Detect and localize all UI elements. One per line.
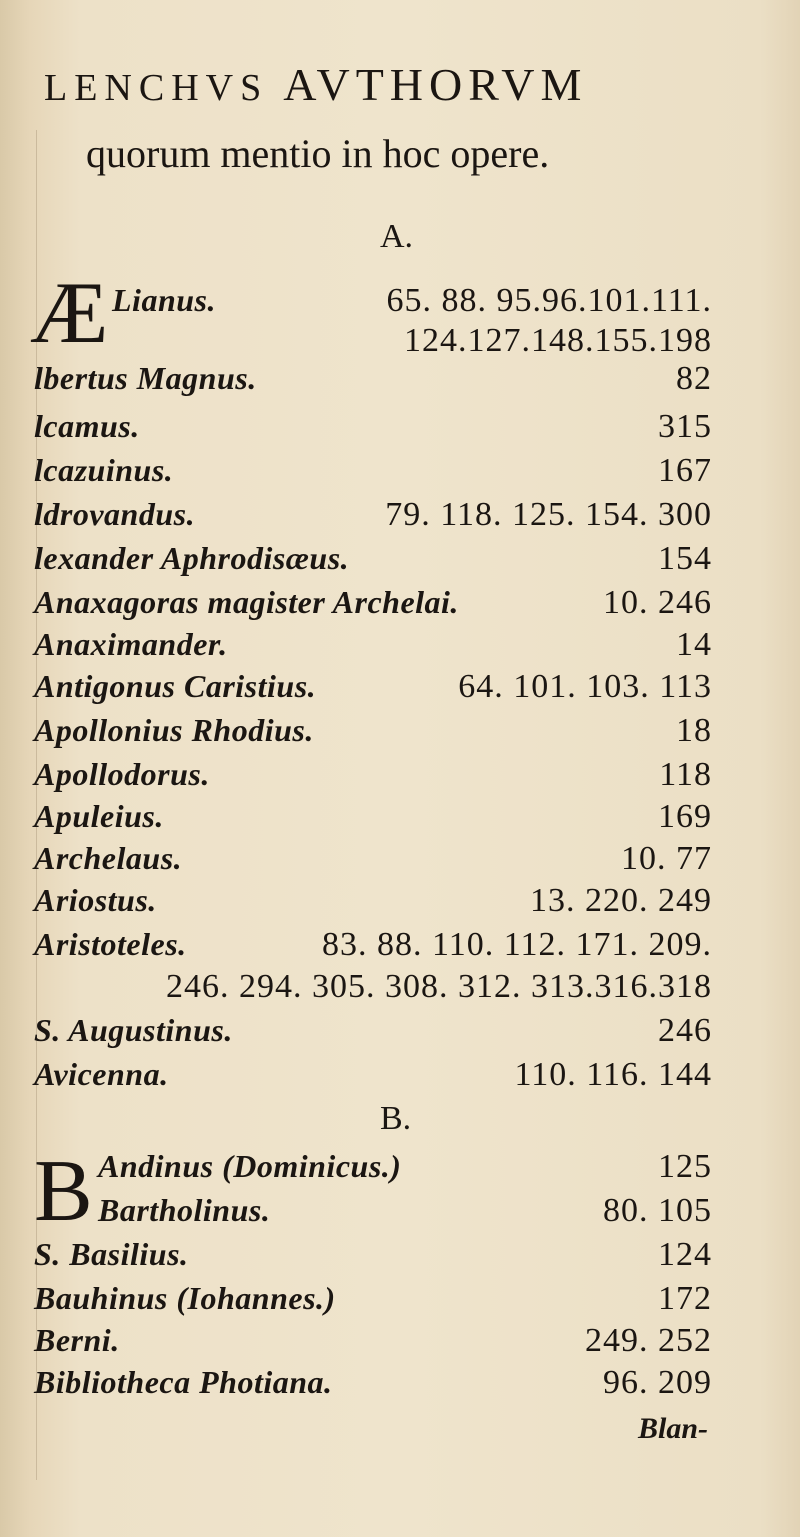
index-entry	[0, 1056, 800, 1096]
entry-name: ldrovandus.	[34, 496, 196, 532]
entry-refs-continued: 124.127.148.155.198	[404, 322, 712, 359]
section-heading-a: A.	[380, 218, 414, 255]
dropcap-a: Æ	[30, 265, 109, 362]
index-entry	[0, 452, 800, 492]
entry-refs: 249. 252	[585, 1322, 712, 1359]
entry-name: Anaximander.	[34, 626, 228, 662]
entry-name: Ariostus.	[34, 882, 157, 918]
entry-refs: 246	[658, 1012, 712, 1049]
entry-name: Apollodorus.	[34, 756, 210, 792]
index-entry	[0, 668, 800, 708]
entry-refs: 13. 220. 249	[530, 882, 712, 919]
index-entry	[0, 1148, 800, 1188]
entry-name: Bauhinus (Iohannes.)	[34, 1280, 336, 1316]
page-title	[44, 58, 764, 111]
index-entry	[0, 584, 800, 624]
entry-refs: 96. 209	[603, 1364, 712, 1401]
entry-name: Antigonus Caristius.	[34, 668, 317, 704]
entry-refs: 10. 246	[603, 584, 712, 621]
entry-refs: 125	[658, 1148, 712, 1185]
entry-refs: 118	[659, 756, 712, 793]
index-entry	[0, 798, 800, 838]
entry-refs-continued: 246. 294. 305. 308. 312. 313.316.318	[166, 968, 712, 1005]
entry-refs: 124	[658, 1236, 712, 1273]
entry-name: lbertus Magnus.	[34, 360, 257, 396]
entry-name: lexander Aphrodisæus.	[34, 540, 350, 576]
entry-name: Andinus (Dominicus.)	[98, 1148, 402, 1184]
entry-name: Archelaus.	[34, 840, 183, 876]
entry-refs: 82	[676, 360, 712, 397]
entry-refs: 167	[658, 452, 712, 489]
entry-refs: 64. 101. 103. 113	[458, 668, 712, 705]
section-heading-b: B.	[380, 1100, 412, 1137]
dropcap-b: B	[34, 1143, 93, 1240]
entry-refs: 315	[658, 408, 712, 445]
entry-name: Apollonius Rhodius.	[34, 712, 314, 748]
page-subtitle: quorum mentio in hoc opere.	[86, 131, 550, 176]
index-entry	[0, 1236, 800, 1276]
index-entry	[0, 496, 800, 536]
index-entry	[0, 756, 800, 796]
catchword: Blan-	[637, 1412, 708, 1445]
index-entry	[0, 840, 800, 880]
entry-name: Lianus.	[112, 282, 216, 318]
index-entry	[0, 1344, 800, 1401]
entry-refs: 79. 118. 125. 154. 300	[385, 496, 712, 533]
index-entry	[0, 882, 800, 922]
entry-refs: 83. 88. 110. 112. 171. 209.	[322, 926, 712, 963]
index-entry	[0, 926, 800, 966]
index-entry	[0, 282, 800, 322]
entry-refs: 10. 77	[621, 840, 712, 877]
entry-name: Apuleius.	[34, 798, 164, 834]
entry-refs: 65. 88. 95.96.101.111.	[386, 282, 712, 319]
entry-name: Bibliotheca Photiana.	[34, 1364, 333, 1400]
entry-name: Aristoteles.	[34, 926, 187, 962]
entry-refs: 80. 105	[603, 1192, 712, 1229]
index-entry	[0, 360, 800, 400]
entry-name: lcazuinus.	[34, 452, 174, 488]
entry-refs: 169	[658, 798, 712, 835]
entry-refs: 14	[676, 626, 712, 663]
entry-name: lcamus.	[34, 408, 140, 444]
title-lead: LENCHVS	[44, 67, 269, 109]
entry-name: Bartholinus.	[98, 1192, 271, 1228]
entry-name: S. Augustinus.	[34, 1012, 233, 1048]
entry-refs: 154	[658, 540, 712, 577]
title-word: AVTHORVM	[283, 59, 588, 110]
entry-name: Berni.	[34, 1322, 120, 1358]
index-entry	[0, 540, 800, 580]
index-entry	[0, 712, 800, 752]
index-entry	[0, 626, 800, 666]
index-entry	[0, 408, 800, 448]
index-entry	[0, 1192, 800, 1232]
entry-name: S. Basilius.	[34, 1236, 189, 1272]
entry-refs: 110. 116. 144	[514, 1056, 712, 1093]
entry-refs: 18	[676, 712, 712, 749]
entry-name: Anaxagoras magister Archelai.	[34, 584, 459, 620]
entry-name: Avicenna.	[34, 1056, 169, 1092]
index-entry	[0, 1280, 800, 1320]
entry-refs: 172	[658, 1280, 712, 1317]
index-entry	[0, 1012, 800, 1052]
